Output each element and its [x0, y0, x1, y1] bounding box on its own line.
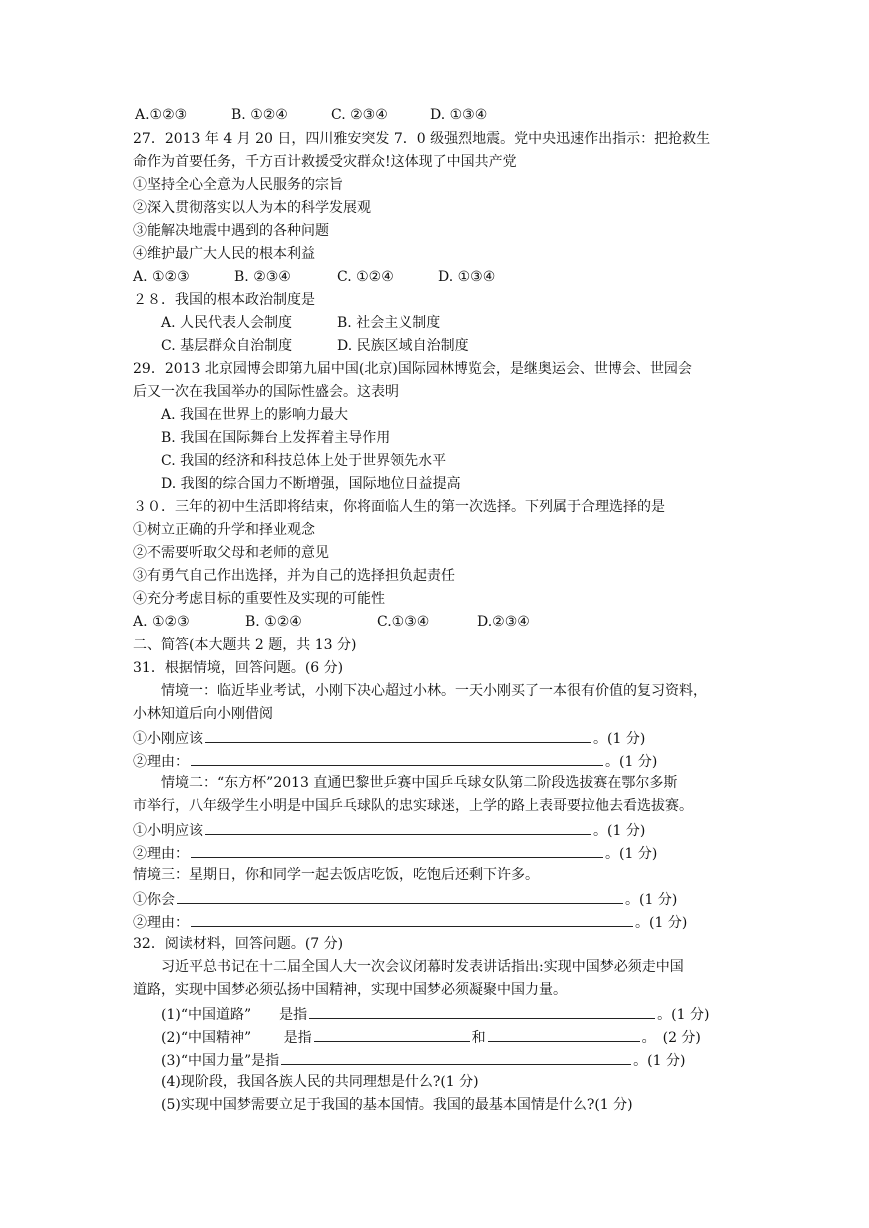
q31-answer-3b-label: ②理由： — [133, 915, 189, 931]
q31-scenario2-line1: 情境二：“东方杯”2013 直通巴黎世乒赛中国乒乓球女队第二阶段选拔赛在鄂尔多斯 — [161, 775, 678, 791]
q31-stem: 31．根据情境，回答问题。(6 分) — [133, 660, 344, 676]
q32-part-2-label: (2)“中国精神” 是指 — [161, 1030, 312, 1046]
q32-material-line1: 习近平总书记在十二届全国人大一次会议闭幕时发表讲话指出:实现中国梦必须走中国 — [161, 959, 684, 975]
q29-option-d: D. 我图的综合国力不断增强，国际地位日益提高 — [161, 476, 461, 492]
q26-option-d: D. ①③④ — [430, 107, 488, 123]
q32-part-4: (4)现阶段，我国各族人民的共同理想是什么?(1 分) — [161, 1074, 479, 1090]
q30-option-c: C.①③④ — [377, 614, 430, 630]
q30-stem: ３０．三年的初中生活即将结束，你将面临人生的第一次选择。下列属于合理选择的是 — [133, 499, 665, 515]
answer-blank[interactable] — [488, 1027, 640, 1042]
q27-item-1: ①坚持全心全意为人民服务的宗旨 — [133, 177, 343, 193]
q30-item-4: ④充分考虑目标的重要性及实现的可能性 — [133, 591, 385, 607]
q29-option-a: A. 我国在世界上的影响力最大 — [161, 407, 349, 423]
q27-item-2: ②深入贯彻落实以人为本的科学发展观 — [133, 200, 371, 216]
answer-blank[interactable] — [205, 820, 591, 835]
answer-blank[interactable] — [191, 912, 633, 927]
q28-option-c: C. 基层群众自治制度 — [161, 338, 293, 354]
q31-answer-1a-score: 。(1 分) — [593, 731, 646, 747]
q29-option-c: C. 我国的经济和科技总体上处于世界领先水平 — [161, 453, 447, 469]
q27-stem-line1: 27．2013 年 4 月 20 日，四川雅安突发 7．0 级强烈地震。党中央迅速作出指示：把抢救生 — [133, 131, 711, 147]
q31-answer-2b-label: ②理由： — [133, 846, 189, 862]
answer-blank[interactable] — [309, 1004, 655, 1019]
q30-item-2: ②不需要听取父母和老师的意见 — [133, 545, 329, 561]
q27-option-d: D. ①③④ — [438, 269, 496, 285]
q31-scenario1-line2: 小林知道后向小刚借阅 — [133, 706, 273, 722]
q30-option-d: D.②③④ — [477, 614, 530, 630]
q29-stem-line2: 后又一次在我国举办的国际性盛会。这表明 — [133, 384, 399, 400]
answer-blank[interactable] — [205, 728, 591, 743]
q32-part-3-score: 。(1 分) — [633, 1053, 686, 1069]
answer-blank[interactable] — [177, 889, 623, 904]
q30-item-1: ①树立正确的升学和择业观念 — [133, 522, 315, 538]
q30-item-3: ③有勇气自己作出选择，并为自己的选择担负起责任 — [133, 568, 455, 584]
q31-answer-3b-score: 。(1 分) — [635, 915, 688, 931]
q28-stem: ２８．我国的根本政治制度是 — [133, 292, 315, 308]
q31-scenario3: 情境三：星期日，你和同学一起去饭店吃饭，吃饱后还剩下许多。 — [133, 867, 539, 883]
q27-option-c: C. ①②④ — [337, 269, 394, 285]
q27-item-3: ③能解决地震中遇到的各种问题 — [133, 223, 329, 239]
q30-option-b: B. ①②④ — [245, 614, 302, 630]
q32-part-2 — [161, 1027, 701, 1047]
q31-answer-3a-label: ①你会 — [133, 892, 175, 908]
q32-stem: 32．阅读材料，回答问题。(7 分) — [133, 936, 344, 952]
q31-answer-3a-score: 。(1 分) — [625, 892, 678, 908]
q32-part-1-score: 。(1 分) — [657, 1007, 710, 1023]
q29-option-b: B. 我国在国际舞台上发挥着主导作用 — [161, 430, 391, 446]
q26-option-c: C. ②③④ — [331, 107, 388, 123]
q32-part-5: (5)实现中国梦需要立足于我国的基本国情。我国的最基本国情是什么?(1 分) — [161, 1097, 633, 1113]
q28-option-d: D. 民族区域自治制度 — [337, 338, 469, 354]
q31-answer-2a-label: ①小明应该 — [133, 823, 203, 839]
answer-blank[interactable] — [314, 1027, 470, 1042]
q31-scenario2-line2: 市举行，八年级学生小明是中国乒乓球队的忠实球迷，上学的路上表哥要拉他去看选拔赛。 — [133, 798, 693, 814]
q31-answer-1b-score: 。(1 分) — [605, 754, 658, 770]
q32-part-2-and: 和 — [471, 1030, 486, 1046]
q31-answer-1a — [133, 728, 645, 748]
q32-part-1-label: (1)“中国道路” 是指 — [161, 1007, 308, 1023]
q31-answer-3a — [133, 889, 677, 909]
q31-answer-2b — [133, 843, 657, 863]
q32-part-3 — [161, 1050, 685, 1070]
q31-answer-1b — [133, 751, 657, 771]
q26-option-b: B. ①②④ — [231, 107, 288, 123]
q29-stem-line1: 29．2013 北京园博会即第九届中国(北京)国际园林博览会，是继奥运会、世博会、世园会 — [133, 361, 692, 377]
answer-blank[interactable] — [191, 843, 603, 858]
q31-answer-1b-label: ②理由： — [133, 754, 189, 770]
q31-answer-2a-score: 。(1 分) — [593, 823, 646, 839]
q31-answer-2a — [133, 820, 645, 840]
q31-scenario1-line1: 情境一：临近毕业考试，小刚下决心超过小林。一天小刚买了一本很有价值的复习资料， — [161, 683, 707, 699]
q31-answer-1a-label: ①小刚应该 — [133, 731, 203, 747]
q27-item-4: ④维护最广大人民的根本利益 — [133, 246, 315, 262]
q30-option-a: A. ①②③ — [133, 614, 190, 630]
answer-blank[interactable] — [191, 751, 603, 766]
q32-part-3-label: (3)“中国力量”是指 — [161, 1053, 280, 1069]
q28-option-a: A. 人民代表人会制度 — [161, 315, 293, 331]
answer-blank[interactable] — [281, 1050, 631, 1065]
q27-stem-line2: 命作为首要任务，千方百计救援受灾群众!这体现了中国共产党 — [133, 154, 517, 170]
q31-answer-3b — [133, 912, 687, 932]
q27-option-b: B. ②③④ — [234, 269, 291, 285]
q28-option-b: B. 社会主义制度 — [337, 315, 441, 331]
q31-answer-2b-score: 。(1 分) — [605, 846, 658, 862]
q32-part-1 — [161, 1004, 709, 1024]
q32-material-line2: 道路，实现中国梦必须弘扬中国精神，实现中国梦必须凝聚中国力量。 — [133, 982, 567, 998]
q32-part-2-score: 。 (2 分) — [641, 1030, 701, 1046]
section-2-title: 二、简答(本大题共 2 题，共 13 分) — [133, 637, 357, 653]
q27-option-a: A. ①②③ — [133, 269, 190, 285]
q26-option-a: A.①②③ — [135, 107, 188, 123]
